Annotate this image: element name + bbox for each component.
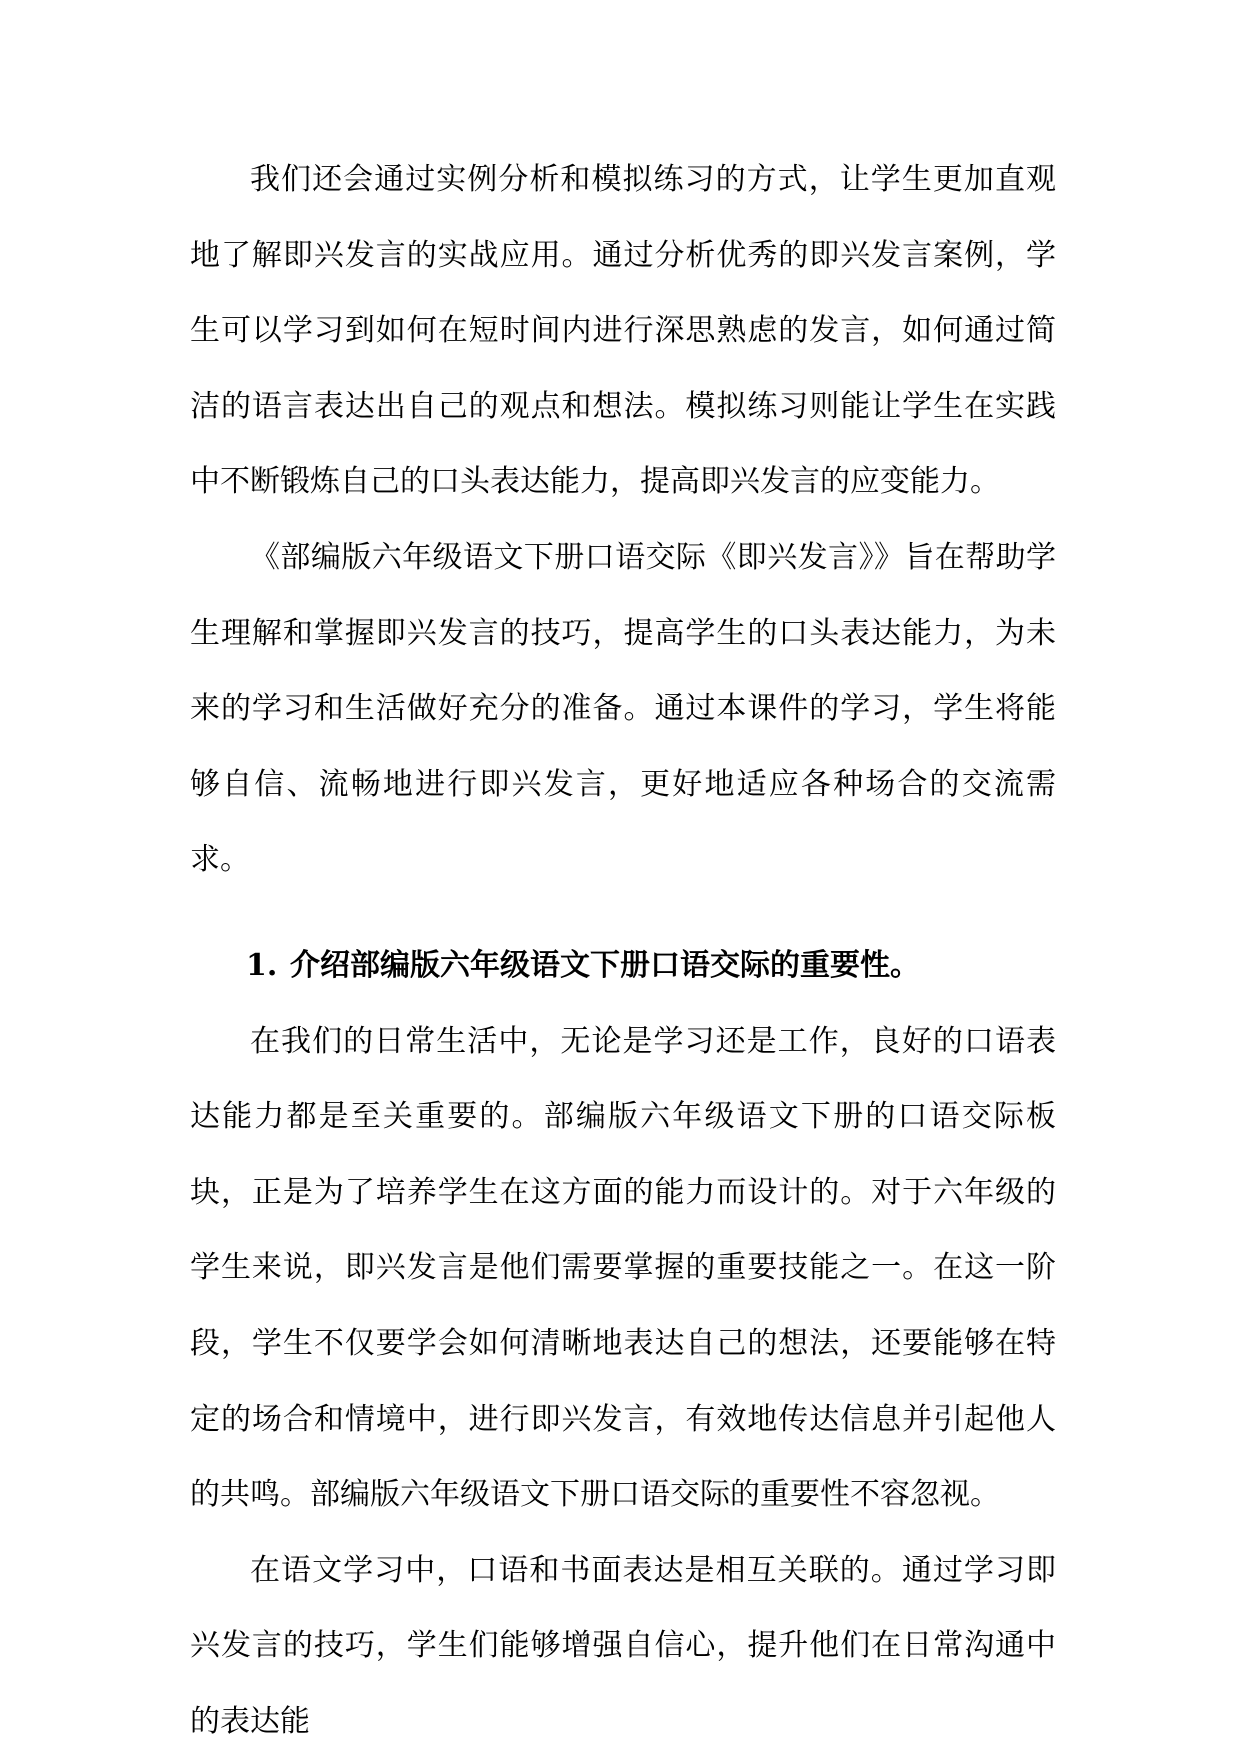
- section-heading: [190, 928, 1056, 1004]
- paragraph-courseware-purpose: 《部编版六年级语文下册口语交际《即兴发言》》旨在帮助学生理解和掌握即兴发言的技巧，提高学生的口头表达能力，为未来的学习和生活做好充分的准备。通过本课件的学习，学生将能够自信、流畅地进行即兴发言，更好地适应各种场合的交流需求。: [190, 539, 1056, 878]
- section-heading-text: 介绍部编版六年级语文下册口语交际的重要性。: [290, 947, 920, 983]
- paragraph-practice-methods: 我们还会通过实例分析和模拟练习的方式，让学生更加直观地了解即兴发言的实战应用。通过分析优秀的即兴发言案例，学生可以学习到如何在短时间内进行深思熟虑的发言，如何通过简洁的语言表达出自己的观点和想法。模拟练习则能让学生在实践中不断锻炼自己的口头表达能力，提高即兴发言的应变能力。: [190, 162, 1056, 500]
- section-heading-number: 1.: [246, 947, 278, 983]
- document-body: [190, 142, 1056, 1759]
- paragraph-importance: 在我们的日常生活中，无论是学习还是工作，良好的口语表达能力都是至关重要的。部编版六年级语文下册的口语交际板块，正是为了培养学生在这方面的能力而设计的。对于六年级的学生来说，即兴发言是他们需要掌握的重要技能之一。在这一阶段，学生不仅要学会如何清晰地表达自己的想法，还要能够在特定的场合和情境中，进行即兴发言，有效地传达信息并引起他人的共鸣。部编版六年级语文下册口语交际的重要性不容忽视。: [190, 1023, 1056, 1513]
- paragraph-oral-written: 在语文学习中，口语和书面表达是相互关联的。通过学习即兴发言的技巧，学生们能够增强自信心，提升他们在日常沟通中的表达能: [190, 1552, 1056, 1739]
